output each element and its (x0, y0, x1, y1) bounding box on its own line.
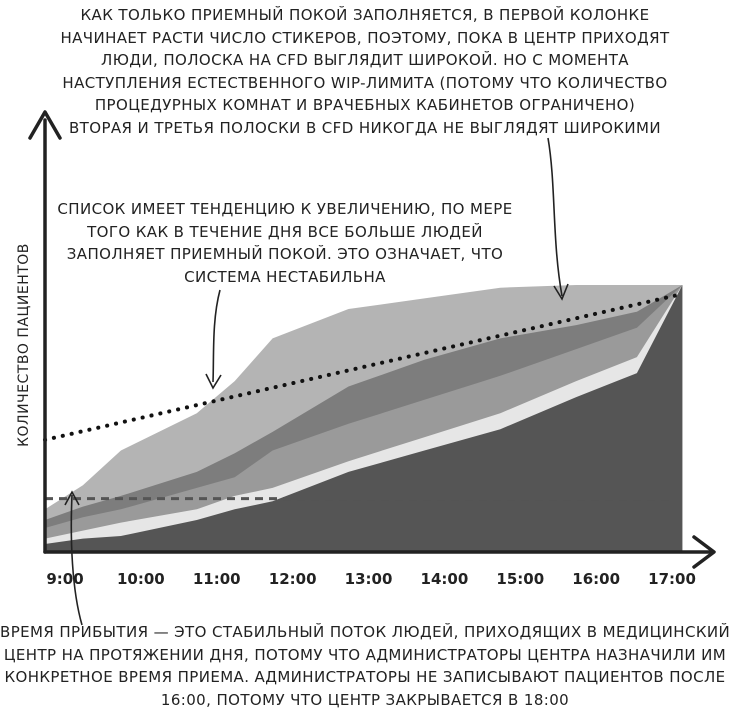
annotation-bottom-line: КОНКРЕТНОЕ ВРЕМЯ ПРИЕМА. АДМИНИСТРАТОРЫ НЕ ЗАПИСЫВАЮТ ПАЦИЕНТОВ ПОСЛЕ (4, 668, 726, 686)
annotation-top-line: НАСТУПЛЕНИЯ ЕСТЕСТВЕННОГО WIP-ЛИМИТА (ПОТОМУ ЧТО КОЛИЧЕСТВО (62, 73, 668, 92)
x-tick-label: 12:00 (268, 570, 317, 588)
annotation-top-line: ПРОЦЕДУРНЫХ КОМНАТ И ВРАЧЕБНЫХ КАБИНЕТОВ ОГРАНИЧЕНО) (94, 96, 636, 114)
y-axis-label: КОЛИЧЕСТВО ПАЦИЕНТОВ (16, 243, 32, 447)
annotation-bottom-line: 16:00, ПОТОМУ ЧТО ЦЕНТР ЗАКРЫВАЕТСЯ В 18:00 (160, 690, 570, 709)
annotation-bottom (0, 621, 730, 711)
x-tick-label: 10:00 (117, 570, 165, 588)
x-tick-label: 14:00 (420, 570, 469, 588)
annotation-middle-line: СИСТЕМА НЕСТАБИЛЬНА (184, 267, 386, 286)
annotation-top-line: КАК ТОЛЬКО ПРИЕМНЫЙ ПОКОЙ ЗАПОЛНЯЕТСЯ, В ПЕРВОЙ КОЛОНКЕ (80, 6, 650, 24)
annotation-middle (40, 198, 530, 288)
annotation-middle-line: СПИСОК ИМЕЕТ ТЕНДЕНЦИЮ К УВЕЛИЧЕНИЮ, ПО МЕРЕ (57, 200, 513, 218)
middle-annotation-arrow (213, 290, 220, 382)
x-tick-labels (46, 570, 696, 588)
x-tick-label: 15:00 (496, 570, 545, 588)
annotation-top-line: ВТОРАЯ И ТРЕТЬЯ ПОЛОСКИ В CFD НИКОГДА НЕ ВЫГЛЯДЯТ ШИРОКИМИ (68, 118, 661, 137)
annotation-top-line: НАЧИНАЕТ РАСТИ ЧИСЛО СТИКЕРОВ, ПОЭТОМУ, ПОКА В ЦЕНТР ПРИХОДЯТ (60, 28, 670, 47)
annotation-middle-line: ТОГО КАК В ТЕЧЕНИЕ ДНЯ ВСЕ БОЛЬШЕ ЛЮДЕЙ (87, 222, 483, 241)
annotation-bottom-line: ЦЕНТР НА ПРОТЯЖЕНИИ ДНЯ, ПОТОМУ ЧТО АДМИНИСТРАТОРЫ ЦЕНТРА НАЗНАЧИЛИ ИМ (3, 645, 727, 664)
x-tick-label: 13:00 (344, 570, 393, 588)
x-tick-label: 17:00 (648, 570, 696, 588)
cfd-areas (45, 285, 682, 552)
annotation-bottom-line: ВРЕМЯ ПРИБЫТИЯ — ЭТО СТАБИЛЬНЫЙ ПОТОК ЛЮДЕЙ, ПРИХОДЯЩИХ В МЕДИЦИНСКИЙ (0, 623, 730, 641)
x-tick-label: 11:00 (192, 570, 241, 588)
x-tick-label: 16:00 (572, 570, 621, 588)
annotation-middle-line: ЗАПОЛНЯЕТ ПРИЕМНЫЙ ПОКОЙ. ЭТО ОЗНАЧАЕТ, ЧТО (66, 245, 504, 263)
x-tick-label: 9:00 (46, 570, 84, 588)
top-annotation-arrow (548, 138, 562, 296)
annotation-top-line: ЛЮДИ, ПОЛОСКА НА CFD ВЫГЛЯДИТ ШИРОКОЙ. НО С МОМЕНТА (101, 51, 629, 69)
